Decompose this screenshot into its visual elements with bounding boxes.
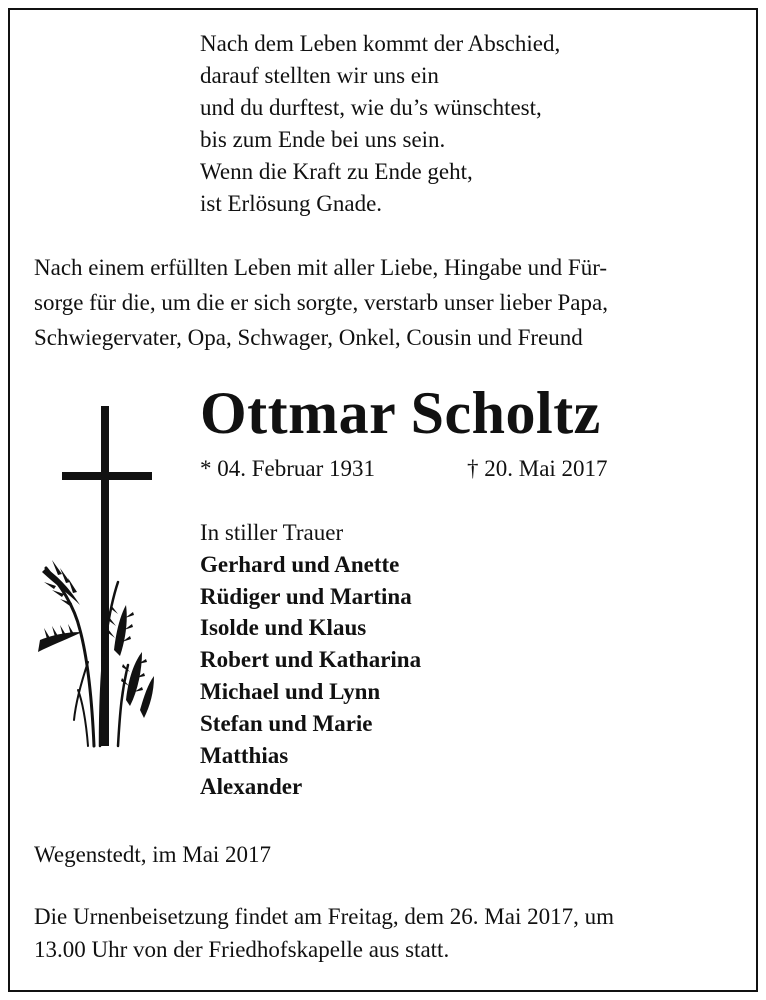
mourner-family: Matthias bbox=[200, 742, 289, 768]
mourner-family: Gerhard und Anette bbox=[200, 551, 400, 577]
mourner-family: Isolde und Klaus bbox=[200, 615, 367, 641]
mourner-family: Stefan und Marie bbox=[200, 710, 373, 736]
poem-line: ist Erlösung Gnade. bbox=[200, 191, 383, 216]
mourner-family: Alexander bbox=[200, 774, 303, 800]
notice-line: 13.00 Uhr von der Friedhofskapelle aus statt. bbox=[34, 937, 450, 962]
death-date: † 20. Mai 2017 bbox=[467, 456, 608, 481]
deceased-name: Ottmar Scholtz bbox=[200, 380, 601, 446]
intro-line: Schwiegervater, Opa, Schwager, Onkel, Cousin und Freund bbox=[34, 325, 583, 350]
mourners-intro: In stiller Trauer bbox=[200, 520, 344, 545]
notice-line: Die Urnenbeisetzung findet am Freitag, dem 26. Mai 2017, um bbox=[34, 904, 614, 929]
poem-line: und du durftest, wie du’s wünschtest, bbox=[200, 95, 542, 120]
cross-with-wheat-icon bbox=[30, 400, 170, 760]
mourner-family: Michael und Lynn bbox=[200, 678, 381, 704]
birth-date: * 04. Februar 1931 bbox=[200, 456, 376, 481]
mourner-family: Robert und Katharina bbox=[200, 647, 422, 673]
intro-line: Nach einem erfüllten Leben mit aller Liebe, Hingabe und Für- bbox=[34, 255, 608, 280]
funeral-notice bbox=[34, 900, 614, 966]
poem bbox=[200, 28, 560, 220]
place-and-date: Wegenstedt, im Mai 2017 bbox=[34, 842, 272, 867]
intro-text bbox=[34, 250, 608, 355]
poem-line: Wenn die Kraft zu Ende geht, bbox=[200, 159, 473, 184]
mourners-list bbox=[200, 517, 421, 803]
poem-line: bis zum Ende bei uns sein. bbox=[200, 127, 446, 152]
mourner-family: Rüdiger und Martina bbox=[200, 583, 412, 609]
poem-line: Nach dem Leben kommt der Abschied, bbox=[200, 31, 561, 56]
poem-line: darauf stellten wir uns ein bbox=[200, 63, 439, 88]
intro-line: sorge für die, um die er sich sorgte, verstarb unser lieber Papa, bbox=[34, 290, 608, 315]
